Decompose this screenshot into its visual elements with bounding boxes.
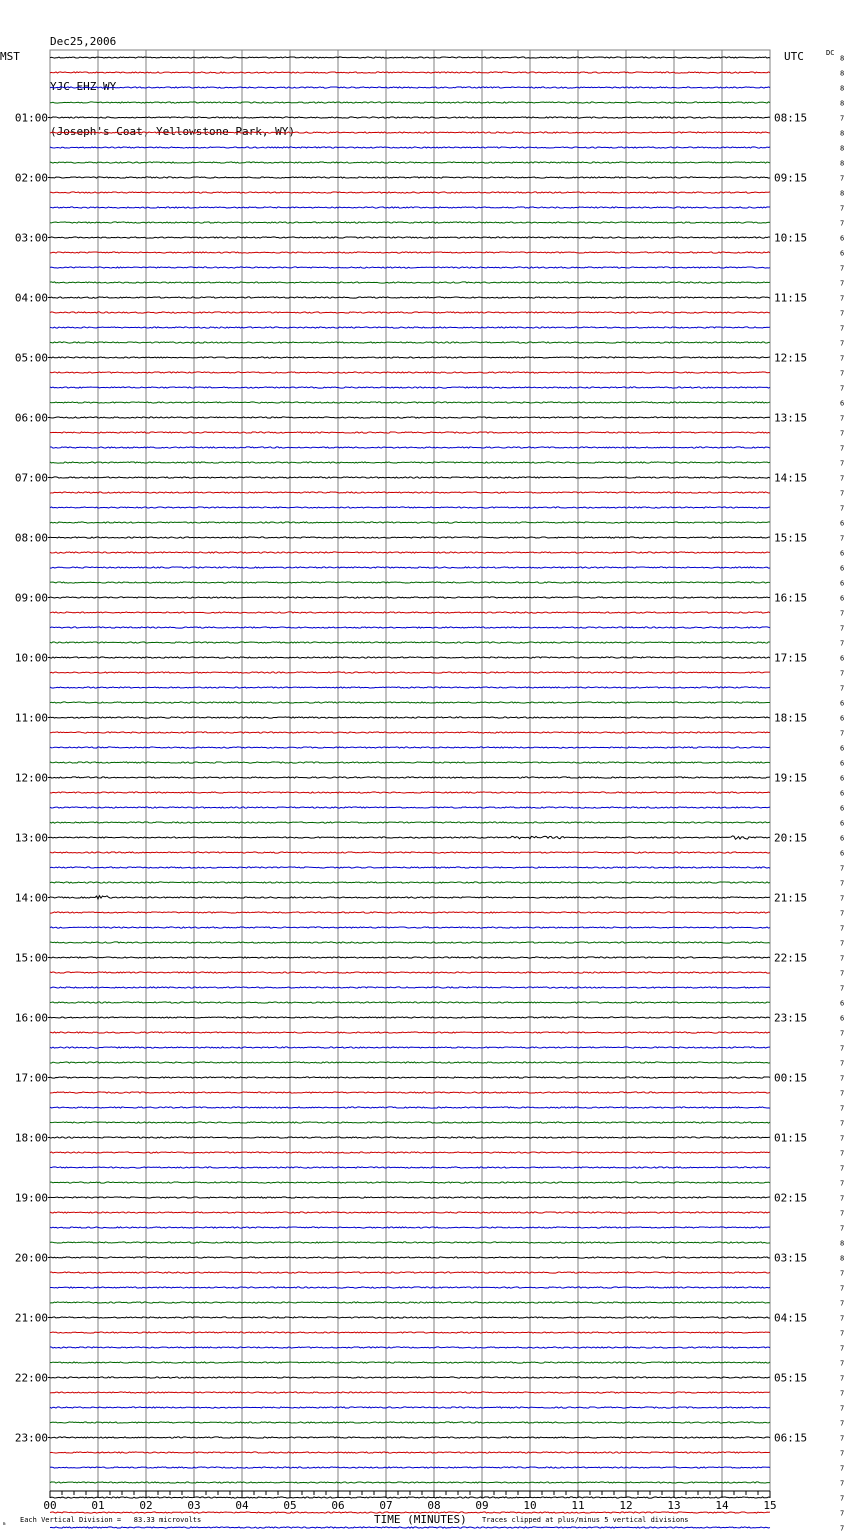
trace-line: [50, 72, 770, 73]
trace-line: [50, 1497, 770, 1498]
trace-line: [50, 1257, 770, 1258]
dc-offset-label: 7: [840, 279, 845, 288]
mst-axis-label: MST: [0, 50, 20, 63]
trace-line: [50, 1002, 770, 1003]
dc-offset-label: 7: [840, 1374, 845, 1383]
dc-offset-label: 6: [840, 249, 845, 258]
dc-offset-label: 8: [840, 1239, 845, 1248]
trace-line: [50, 1092, 770, 1093]
utc-hour-label: 03:15: [774, 1251, 808, 1265]
utc-hour-label: 12:15: [774, 351, 808, 365]
mst-hour-label: 14:00: [14, 891, 48, 905]
mst-hour-label: 05:00: [14, 351, 48, 365]
trace-line: [50, 387, 770, 388]
trace-line: [50, 852, 770, 853]
dc-offset-label: 7: [840, 219, 845, 228]
x-tick-label: 05: [283, 1499, 297, 1512]
dc-offset-label: 6: [840, 744, 845, 753]
trace-line: [50, 972, 770, 973]
mst-hour-label: 09:00: [14, 591, 48, 605]
dc-offset-label: 7: [840, 444, 845, 453]
dc-offset-label: 7: [840, 174, 845, 183]
trace-line: [50, 597, 770, 598]
trace-line: [50, 987, 770, 988]
dc-offset-label: 7: [840, 1269, 845, 1278]
trace-group: [50, 55, 844, 1534]
x-tick-label: 01: [91, 1499, 105, 1512]
x-tick-label: 14: [715, 1499, 729, 1512]
plot-frame: [50, 50, 770, 1491]
dc-offset-label: 7: [840, 939, 845, 948]
trace-line: [50, 342, 770, 343]
trace-line: [50, 627, 770, 628]
dc-offset-label: 7: [840, 1194, 845, 1203]
dc-offset-label: 6: [840, 804, 845, 813]
dc-offset-label: 7: [840, 1299, 845, 1308]
trace-line: [50, 1227, 770, 1228]
trace-line: [50, 822, 770, 823]
dc-offset-label: 7: [840, 639, 845, 648]
dc-offset-label: 6: [840, 699, 845, 708]
dc-offset-label: 7: [840, 1449, 845, 1458]
dc-offset-label: 7: [840, 1389, 845, 1398]
trace-line: [50, 942, 770, 943]
mst-hour-label: 03:00: [14, 231, 48, 245]
utc-hour-label: 09:15: [774, 171, 808, 185]
utc-hour-label: 06:15: [774, 1431, 808, 1445]
dc-offset-label: 7: [840, 114, 845, 123]
dc-offset-label: 8: [840, 84, 845, 93]
dc-offset-label: 7: [840, 1044, 845, 1053]
mst-hour-label: 01:00: [14, 111, 48, 125]
dc-offset-label: 8: [840, 129, 845, 138]
dc-offset-label: 7: [840, 1059, 845, 1068]
trace-line: [50, 432, 770, 433]
utc-hour-label: 02:15: [774, 1191, 808, 1205]
trace-line: [50, 267, 770, 268]
trace-line: [50, 1317, 770, 1318]
trace-line: [50, 1212, 770, 1213]
trace-line: [50, 477, 770, 478]
dc-offset-label: 7: [840, 1464, 845, 1473]
dc-offset-label: 7: [840, 309, 845, 318]
trace-line: [50, 147, 770, 148]
dc-offset-label: 7: [840, 1134, 845, 1143]
dc-offset-label: 7: [840, 534, 845, 543]
trace-line: [50, 1392, 770, 1393]
dc-offset-label: 7: [840, 354, 845, 363]
trace-line: [50, 177, 770, 178]
scale-text: Each Vertical Division = 83.33 microvolts: [20, 1516, 202, 1524]
trace-line: [50, 102, 770, 103]
dc-offset-label: 6: [840, 399, 845, 408]
trace-line: [50, 1107, 770, 1108]
dc-offset-label: 6: [840, 234, 845, 243]
dc-offset-label: 7: [840, 1224, 845, 1233]
x-tick-label: 04: [235, 1499, 249, 1512]
trace-line: [50, 882, 770, 883]
dc-offset-label: 7: [840, 1404, 845, 1413]
trace-line: [50, 1242, 770, 1243]
trace-line: [50, 537, 770, 538]
trace-line: [50, 567, 770, 568]
trace-line: [50, 1437, 770, 1438]
dc-offset-label: 7: [840, 984, 845, 993]
mst-hour-label: 15:00: [14, 951, 48, 965]
dc-offset-label: 7: [840, 1119, 845, 1128]
dc-offset-label: 7: [840, 1089, 845, 1098]
mst-hour-label: 02:00: [14, 171, 48, 185]
corner-mark: ₘ: [2, 1519, 7, 1527]
dc-offset-label: 6: [840, 654, 845, 663]
dc-offset-label: 6: [840, 1014, 845, 1023]
mst-hour-label: 10:00: [14, 651, 48, 665]
trace-line: [50, 1032, 770, 1033]
trace-line: [50, 357, 770, 358]
x-tick-label: 08: [427, 1499, 441, 1512]
utc-hour-label: 14:15: [774, 471, 808, 485]
utc-hour-label: 15:15: [774, 531, 808, 545]
utc-axis-label: UTC: [784, 50, 804, 63]
trace-line: [50, 672, 770, 673]
trace-line: [50, 207, 770, 208]
trace-line: [50, 732, 770, 733]
trace-line: [50, 1482, 770, 1483]
trace-line: [50, 417, 770, 418]
x-axis: [43, 1491, 776, 1512]
mst-hour-label: 06:00: [14, 411, 48, 425]
dc-offset-label: 7: [840, 1494, 845, 1503]
mst-hour-label: 04:00: [14, 291, 48, 305]
utc-hour-label: 17:15: [774, 651, 808, 665]
trace-line: [50, 1302, 770, 1303]
trace-line: [50, 402, 770, 403]
mst-hour-label: 21:00: [14, 1311, 48, 1325]
utc-hour-label: 08:15: [774, 111, 808, 125]
trace-line: [50, 747, 770, 748]
dc-offset-label: 6: [840, 759, 845, 768]
dc-offset-label: 7: [840, 864, 845, 873]
trace-line: [50, 1077, 770, 1078]
dc-offset-label: 8: [840, 189, 845, 198]
trace-line: [50, 162, 770, 163]
x-axis-title: TIME (MINUTES): [374, 1513, 467, 1526]
x-tick-label: 00: [43, 1499, 57, 1512]
utc-hour-label: 18:15: [774, 711, 808, 725]
dc-offset-label: 8: [840, 1254, 845, 1263]
trace-line: [50, 1377, 770, 1378]
dc-offset-label: 7: [840, 1209, 845, 1218]
utc-hour-label: 10:15: [774, 231, 808, 245]
dc-offset-label: 6: [840, 549, 845, 558]
dc-offset-label: 7: [840, 1104, 845, 1113]
utc-hour-label: 19:15: [774, 771, 808, 785]
utc-hour-label: 13:15: [774, 411, 808, 425]
dc-offset-label: 6: [840, 564, 845, 573]
dc-offset-label: 7: [840, 324, 845, 333]
trace-line: [50, 1422, 770, 1423]
trace-line: [50, 297, 770, 298]
dc-offset-label: 7: [840, 504, 845, 513]
dc-offset-label: 8: [840, 159, 845, 168]
trace-line: [50, 1062, 770, 1063]
dc-offset-label: 7: [840, 474, 845, 483]
dc-offset-label: 6: [840, 774, 845, 783]
trace-line: [50, 282, 770, 283]
utc-hour-label: 16:15: [774, 591, 808, 605]
trace-line: [50, 836, 770, 839]
trace-line: [50, 552, 770, 553]
dc-offset-label: 7: [840, 909, 845, 918]
trace-line: [50, 462, 770, 463]
trace-line: [50, 492, 770, 493]
dc-offset-label: 8: [840, 99, 845, 108]
utc-hour-label: 20:15: [774, 831, 808, 845]
dc-offset-label: 7: [840, 204, 845, 213]
dc-offset-label: 7: [840, 1524, 845, 1533]
dc-offset-label: 7: [840, 1479, 845, 1488]
mst-hour-label: 16:00: [14, 1011, 48, 1025]
mst-hour-label: 18:00: [14, 1131, 48, 1145]
trace-line: [50, 927, 770, 928]
trace-line: [50, 807, 770, 808]
x-tick-label: 13: [667, 1499, 681, 1512]
dc-offset-label: 7: [840, 684, 845, 693]
dc-offset-label: 7: [840, 624, 845, 633]
dc-offset-label: 7: [840, 1419, 845, 1428]
dc-offset-label: 7: [840, 1164, 845, 1173]
dc-offset-label: 8: [840, 144, 845, 153]
dc-offset-label: 7: [840, 1359, 845, 1368]
trace-line: [50, 1452, 770, 1453]
trace-line: [50, 372, 770, 373]
dc-offset-label: 7: [840, 429, 845, 438]
trace-line: [50, 192, 770, 193]
utc-hour-label: 21:15: [774, 891, 808, 905]
dc-offset-label: 7: [840, 459, 845, 468]
trace-line: [50, 117, 770, 118]
trace-line: [50, 507, 770, 508]
mst-hour-label: 07:00: [14, 471, 48, 485]
x-tick-label: 09: [475, 1499, 489, 1512]
mst-hour-label: 08:00: [14, 531, 48, 545]
dc-offset-label: 7: [840, 924, 845, 933]
trace-line: [50, 957, 770, 958]
utc-hour-label: 00:15: [774, 1071, 808, 1085]
clip-text: Traces clipped at plus/minus 5 vertical divisions: [482, 1516, 689, 1524]
dc-offset-label: 6: [840, 579, 845, 588]
trace-line: [50, 762, 770, 763]
x-tick-label: 03: [187, 1499, 201, 1512]
x-tick-label: 06: [331, 1499, 345, 1512]
dc-offset-label: 6: [840, 849, 845, 858]
trace-line: [50, 1467, 770, 1468]
trace-line: [50, 912, 770, 913]
utc-hour-label: 04:15: [774, 1311, 808, 1325]
trace-line: [50, 87, 770, 88]
trace-line: [50, 1047, 770, 1048]
trace-line: [50, 1122, 770, 1123]
dc-offset-label: 7: [840, 969, 845, 978]
trace-line: [50, 57, 770, 58]
dc-offset-label: 6: [840, 594, 845, 603]
dc-offset-label: 6: [840, 789, 845, 798]
trace-line: [50, 777, 770, 778]
trace-line: [50, 522, 770, 523]
trace-line: [50, 132, 770, 133]
dc-offset-label: 7: [840, 339, 845, 348]
trace-line: [50, 1167, 770, 1168]
dc-offset-label: 7: [840, 894, 845, 903]
header-location: (Joseph's Coat, Yellowstone Park, WY): [50, 125, 296, 138]
trace-line: [50, 717, 770, 718]
utc-hour-label: 01:15: [774, 1131, 808, 1145]
mst-hour-label: 19:00: [14, 1191, 48, 1205]
mst-hour-label: 11:00: [14, 711, 48, 725]
dc-offset-label: 7: [840, 489, 845, 498]
dc-axis-label: DC: [826, 49, 835, 57]
trace-line: [50, 867, 770, 868]
trace-line: [50, 1137, 770, 1138]
dc-offset-label: 7: [840, 954, 845, 963]
mst-hour-label: 12:00: [14, 771, 48, 785]
dc-offset-label: 7: [840, 384, 845, 393]
x-tick-label: 07: [379, 1499, 393, 1512]
trace-line: [50, 1407, 770, 1408]
mst-hour-label: 13:00: [14, 831, 48, 845]
dc-offset-label: 7: [840, 1179, 845, 1188]
trace-line: [50, 222, 770, 223]
dc-offset-label: 7: [840, 414, 845, 423]
header-station: YJC EHZ WY: [50, 80, 117, 93]
mst-hour-label: 20:00: [14, 1251, 48, 1265]
dc-offset-label: 8: [840, 54, 845, 63]
x-tick-label: 10: [523, 1499, 537, 1512]
dc-offset-label: 7: [840, 1509, 845, 1518]
mst-hour-label: 23:00: [14, 1431, 48, 1445]
mst-hour-label: 17:00: [14, 1071, 48, 1085]
trace-line: [50, 657, 770, 658]
header-date: Dec25,2006: [50, 35, 117, 48]
trace-line: [50, 1347, 770, 1348]
x-tick-label: 15: [763, 1499, 777, 1512]
dc-offset-label: 7: [840, 369, 845, 378]
dc-offset-label: 7: [840, 729, 845, 738]
trace-line: [50, 447, 770, 448]
trace-line: [50, 1152, 770, 1153]
dc-offset-label: 7: [840, 669, 845, 678]
trace-line: [50, 252, 770, 253]
trace-line: [50, 312, 770, 313]
trace-line: [50, 687, 770, 688]
mst-hour-label: 22:00: [14, 1371, 48, 1385]
trace-line: [50, 237, 770, 238]
dc-offset-label: 6: [840, 819, 845, 828]
trace-line: [50, 612, 770, 613]
dc-offset-label: 7: [840, 294, 845, 303]
dc-offset-label: 7: [840, 609, 845, 618]
utc-hour-label: 23:15: [774, 1011, 808, 1025]
dc-offset-label: 7: [840, 264, 845, 273]
utc-hour-label: 05:15: [774, 1371, 808, 1385]
dc-offset-label: 7: [840, 1284, 845, 1293]
trace-line: [50, 1182, 770, 1183]
trace-line: [50, 1272, 770, 1273]
dc-offset-label: 6: [840, 834, 845, 843]
dc-offset-label: 7: [840, 1029, 845, 1038]
trace-line: [50, 1017, 770, 1018]
x-tick-label: 11: [571, 1499, 585, 1512]
dc-offset-label: 8: [840, 69, 845, 78]
dc-offset-label: 7: [840, 1434, 845, 1443]
dc-offset-label: 7: [840, 1149, 845, 1158]
dc-offset-label: 7: [840, 1314, 845, 1323]
trace-line: [50, 1362, 770, 1363]
trace-line: [50, 702, 770, 703]
x-tick-label: 02: [139, 1499, 153, 1512]
x-tick-label: 12: [619, 1499, 633, 1512]
dc-offset-label: 7: [840, 1074, 845, 1083]
utc-hour-label: 22:15: [774, 951, 808, 965]
dc-offset-label: 6: [840, 519, 845, 528]
trace-line: [50, 1332, 770, 1333]
utc-hour-label: 11:15: [774, 291, 808, 305]
trace-line: [50, 896, 770, 899]
trace-line: [50, 1287, 770, 1288]
trace-line: [50, 642, 770, 643]
dc-offset-label: 7: [840, 1344, 845, 1353]
dc-offset-label: 6: [840, 999, 845, 1008]
grid-lines: [50, 50, 770, 1491]
trace-line: [50, 582, 770, 583]
trace-line: [50, 792, 770, 793]
trace-line: [50, 1197, 770, 1198]
trace-line: [50, 1527, 770, 1528]
dc-offset-label: 6: [840, 714, 845, 723]
trace-line: [50, 327, 770, 328]
dc-offset-label: 7: [840, 879, 845, 888]
dc-offset-label: 7: [840, 1329, 845, 1338]
